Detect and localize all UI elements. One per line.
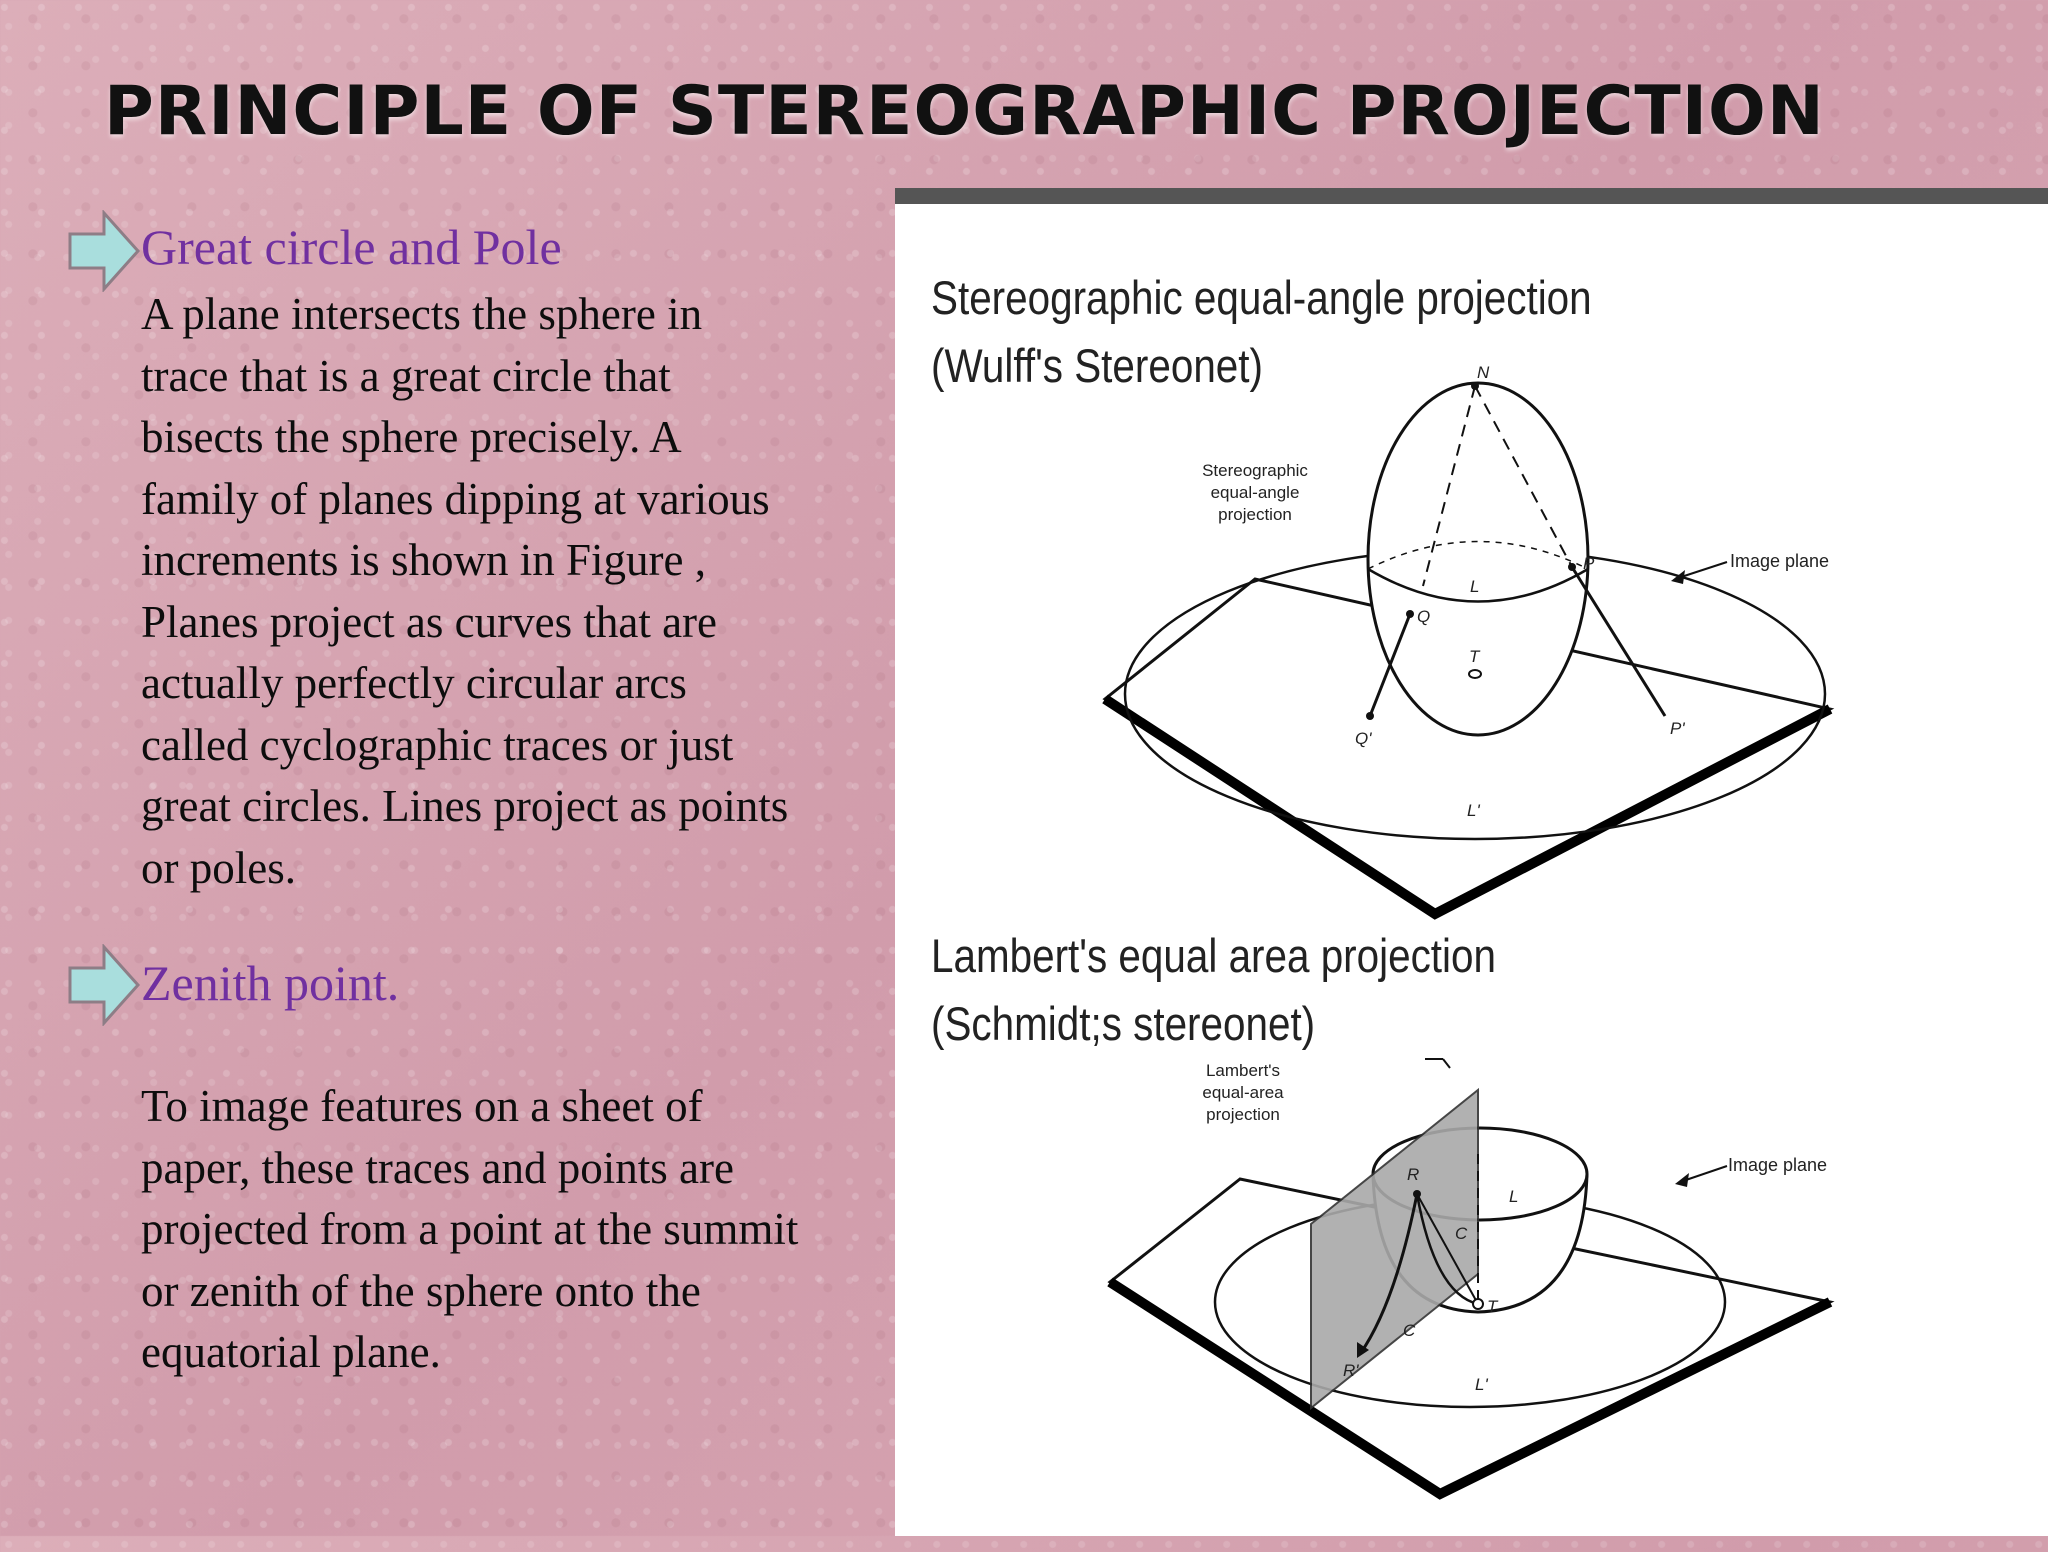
arrowhead-icon bbox=[1675, 1173, 1689, 1187]
label-r: R bbox=[1407, 1165, 1420, 1184]
label-t: T bbox=[1469, 647, 1480, 666]
label-q: Q bbox=[1417, 607, 1431, 626]
paragraph-line: projected from a point at the summit bbox=[141, 1204, 799, 1254]
point-q bbox=[1406, 610, 1414, 618]
label-l-prime: L' bbox=[1467, 801, 1480, 820]
svg-text:equal-angle: equal-angle bbox=[1210, 483, 1300, 502]
label-c-upper: C bbox=[1455, 1224, 1468, 1243]
sphere-outline bbox=[1368, 383, 1588, 735]
label-r-prime: R' bbox=[1343, 1361, 1359, 1380]
label-p-prime: P' bbox=[1670, 719, 1685, 738]
paragraph-line: paper, these traces and points are bbox=[141, 1142, 734, 1193]
caption-line: (Wulff's Stereonet) bbox=[931, 339, 1263, 392]
label-p: P bbox=[1583, 554, 1595, 573]
paragraph-line: bisects the sphere precisely. A bbox=[141, 412, 682, 462]
paragraph-line: equatorial plane. bbox=[141, 1327, 441, 1377]
label-q-prime: Q' bbox=[1355, 729, 1372, 748]
paragraph-line: trace that is a great circle that bbox=[141, 350, 671, 401]
section-heading-zenith-point: Zenith point. bbox=[141, 955, 400, 1011]
caption-line: Stereographic equal-angle projection bbox=[931, 271, 1592, 324]
paragraph-line: To image features on a sheet of bbox=[141, 1081, 703, 1131]
projection-label bbox=[1202, 461, 1308, 524]
label-image-plane: Image plane bbox=[1730, 551, 1830, 571]
right-arrow-icon bbox=[68, 944, 140, 1026]
label-n: N bbox=[1477, 364, 1490, 382]
point-p bbox=[1568, 563, 1576, 571]
paragraph-line: or zenith of the sphere onto the bbox=[141, 1265, 701, 1316]
svg-text:equal-area: equal-area bbox=[1202, 1083, 1284, 1102]
label-c-lower: C bbox=[1403, 1321, 1416, 1340]
bracket-line bbox=[1443, 1059, 1450, 1068]
paragraph-line: family of planes dipping at various bbox=[141, 473, 770, 524]
point-t bbox=[1473, 1299, 1483, 1309]
section-heading-great-circle: Great circle and Pole bbox=[141, 219, 562, 275]
section-paragraph-zenith-point bbox=[141, 1076, 901, 1384]
figure-panel bbox=[895, 188, 2048, 1536]
svg-text:Stereographic: Stereographic bbox=[1202, 461, 1308, 480]
paragraph-line: called cyclographic traces or just bbox=[141, 719, 734, 770]
label-image-plane: Image plane bbox=[1728, 1155, 1828, 1175]
svg-text:projection: projection bbox=[1218, 505, 1292, 524]
point-r bbox=[1413, 1190, 1421, 1198]
label-l-prime: L' bbox=[1475, 1375, 1488, 1394]
figure-caption-schmidt bbox=[931, 922, 1496, 1058]
caption-line: Lambert's equal area projection bbox=[931, 929, 1496, 982]
arrowhead-icon bbox=[1671, 570, 1685, 584]
label-t: T bbox=[1487, 1297, 1498, 1316]
slide-title: PRINCIPLE OF STEREOGRAPHIC PROJECTION bbox=[104, 72, 1825, 151]
bullet-arrow-1 bbox=[68, 210, 140, 292]
point-q-prime bbox=[1366, 712, 1374, 720]
paragraph-line: A plane intersects the sphere in bbox=[141, 289, 703, 339]
paragraph-line: actually perfectly circular arcs bbox=[141, 658, 687, 708]
paragraph-line: Planes project as curves that are bbox=[141, 596, 718, 647]
right-arrow-icon bbox=[68, 210, 140, 292]
paragraph-line: increments is shown in Figure , bbox=[141, 535, 706, 585]
label-l: L bbox=[1470, 577, 1480, 596]
projection-label bbox=[1202, 1061, 1284, 1124]
paragraph-line: great circles. Lines project as points bbox=[141, 781, 789, 831]
section-paragraph-great-circle bbox=[141, 284, 901, 899]
bullet-arrow-2 bbox=[68, 944, 140, 1026]
caption-line: (Schmidt;s stereonet) bbox=[931, 997, 1316, 1050]
paragraph-line: or poles. bbox=[141, 842, 296, 893]
point-n bbox=[1471, 382, 1479, 390]
label-l: L bbox=[1509, 1187, 1519, 1206]
equal-area-projection-diagram bbox=[895, 1054, 2048, 1552]
svg-text:Lambert's: Lambert's bbox=[1205, 1061, 1281, 1080]
svg-text:projection: projection bbox=[1206, 1105, 1280, 1124]
stereographic-projection-diagram bbox=[895, 364, 2048, 924]
